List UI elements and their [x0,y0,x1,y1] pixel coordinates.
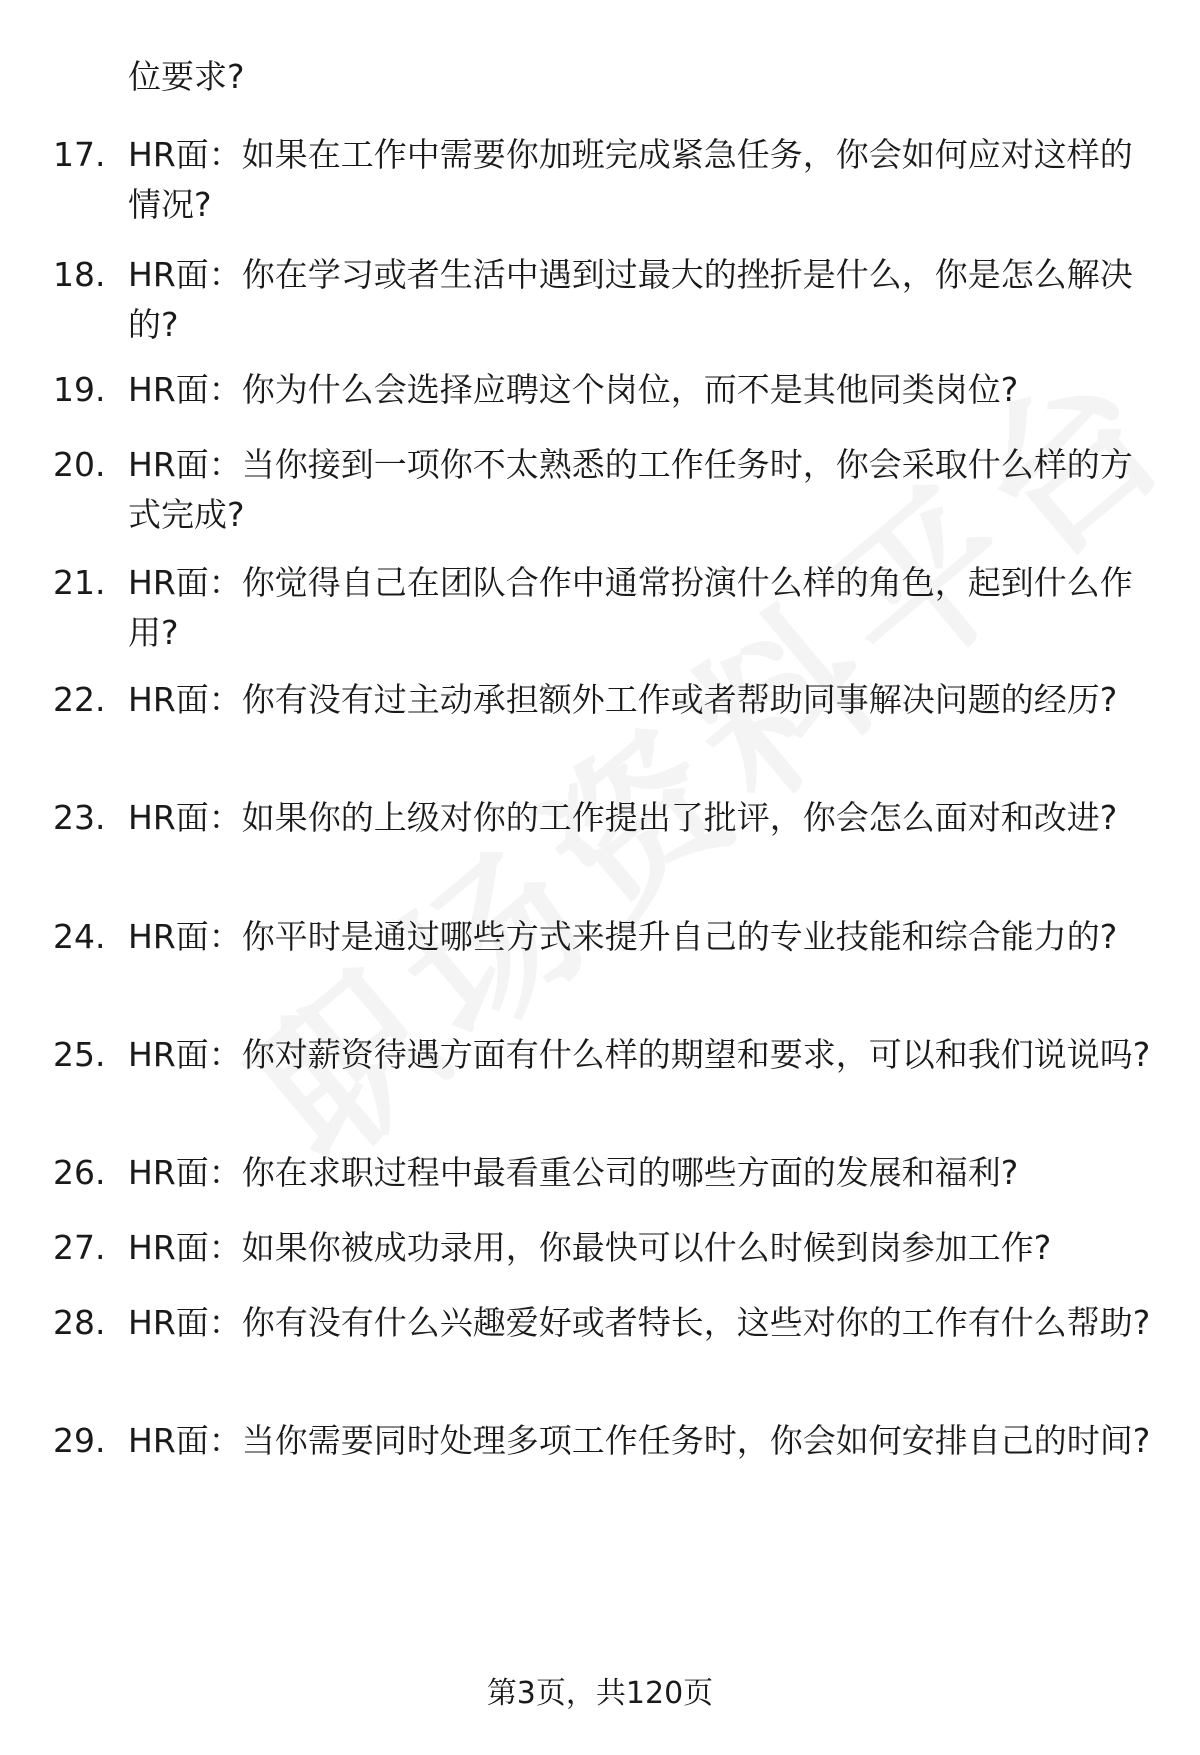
question-text: HR面：如果在工作中需要你加班完成紧急任务，你会如何应对这样的情况? [128,135,1133,224]
question-number: 26. [53,1153,106,1192]
question-text: HR面：如果你的上级对你的工作提出了批评，你会怎么面对和改进? [128,798,1118,837]
question-text: HR面：你平时是通过哪些方式来提升自己的专业技能和综合能力的? [128,917,1118,956]
question-number: 29. [53,1421,106,1460]
question-number: 28. [53,1303,106,1342]
question-text: HR面：你对薪资待遇方面有什么样的期望和要求，可以和我们说说吗? [128,1035,1151,1074]
question-text: HR面：你为什么会选择应聘这个岗位，而不是其他同类岗位? [128,370,1019,409]
question-text: HR面：你有没有什么兴趣爱好或者特长，这些对你的工作有什么帮助? [128,1303,1151,1342]
question-number: 20. [53,445,106,484]
continuation-text: 位要求? [128,57,245,96]
question-number: 17. [53,135,106,174]
question-number: 23. [53,798,106,837]
question-text: HR面：你有没有过主动承担额外工作或者帮助同事解决问题的经历? [128,680,1118,719]
page-footer: 第3页，共120页 [486,1676,714,1711]
question-number: 21. [53,563,106,602]
question-text: HR面：当你需要同时处理多项工作任务时，你会如何安排自己的时间? [128,1421,1151,1460]
question-number: 24. [53,917,106,956]
question-number: 22. [53,680,106,719]
question-number: 25. [53,1035,106,1074]
question-text: HR面：如果你被成功录用，你最快可以什么时候到岗参加工作? [128,1228,1052,1267]
question-text: HR面：当你接到一项你不太熟悉的工作任务时，你会采取什么样的方式完成? [128,445,1133,534]
question-text: HR面：你在学习或者生活中遇到过最大的挫折是什么，你是怎么解决的? [128,255,1133,344]
question-text: HR面：你在求职过程中最看重公司的哪些方面的发展和福利? [128,1153,1019,1192]
question-number: 19. [53,370,106,409]
question-number: 27. [53,1228,106,1267]
question-text: HR面：你觉得自己在团队合作中通常扮演什么样的角色，起到什么作用? [128,563,1133,652]
question-number: 18. [53,255,106,294]
